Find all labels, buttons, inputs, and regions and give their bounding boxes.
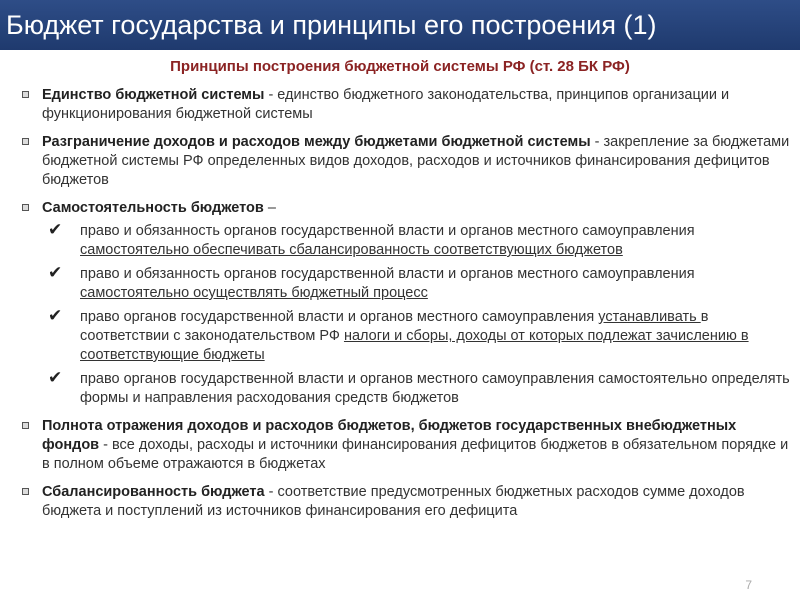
subitem-spending [20,370,790,408]
checkmark-icon: ✔ [48,368,63,387]
bullet-text: - закрепление за бюджетами бюджетной системы РФ определенных видов доходов, расходов и источников финансирования дефицитов бюджетов [42,134,790,188]
subitem-text: право органов государственной власти и органов местного самоуправления [80,309,599,325]
subitem-balance [20,222,790,260]
square-bullet-icon [22,204,29,211]
checkmark-icon: ✔ [48,220,63,239]
subitem-process [20,265,790,303]
subitem-text: право органов государственной власти и органов местного самоуправления самостоятельно определять формы и направления расходования средств бюджетов [80,371,790,406]
bullet-completeness [20,417,790,474]
slide-title: Бюджет государства и принципы его построения (1) [6,10,657,40]
subitem-underlined: самостоятельно обеспечивать сбалансированность соответствующих бюджетов [80,242,623,258]
subitem-text: право и обязанность органов государственной власти и органов местного самоуправления [80,223,695,239]
bullet-text: - единство бюджетного законодательства, принципов организации и функционирования бюджетной системы [42,87,730,122]
checkmark-icon: ✔ [48,306,63,325]
bullet-delimitation [20,133,790,190]
slide-subtitle: Принципы построения бюджетной системы РФ (ст. 28 БК РФ) [170,58,630,75]
square-bullet-icon [22,138,29,145]
subitem-underlined: самостоятельно осуществлять бюджетный процесс [80,285,428,301]
square-bullet-icon [22,488,29,495]
bullet-bold: Разграничение доходов и расходов между бюджетами бюджетной системы [42,134,591,150]
bullet-text: – [263,200,276,216]
page-number: 7 [745,578,752,592]
subitem-underlined: налоги и сборы, доходы от которых подлежат зачислению в соответствующие бюджеты [80,328,749,363]
square-bullet-icon [22,91,29,98]
bullet-independence [20,199,790,218]
slide-title-bar [0,0,800,50]
bullet-bold: Сбалансированность бюджета [42,484,265,500]
square-bullet-icon [22,422,29,429]
bullet-text: - все доходы, расходы и источники финансирования дефицитов бюджетов в обязательном порядке и в полном объеме отражаются в бюджетах [42,437,789,472]
bullet-balance [20,483,790,521]
checkmark-icon: ✔ [48,263,63,282]
subitem-text: в соответствии с законодательством РФ [80,309,709,344]
bullet-text: - соответствие предусмотренных бюджетных расходов сумме доходов бюджета и поступлений из источников финансирования его дефицита [42,484,745,519]
subitem-taxes [20,308,790,365]
subitem-text: право и обязанность органов государственной власти и органов местного самоуправления [80,266,695,282]
slide-content [20,86,790,530]
bullet-unity [20,86,790,124]
bullet-bold: Полнота отражения доходов и расходов бюджетов, бюджетов государственных внебюджетных фондов [42,418,737,453]
subitem-underlined: устанавливать [598,309,701,325]
bullet-bold: Самостоятельность бюджетов [42,200,264,216]
bullet-bold: Единство бюджетной системы [42,87,265,103]
